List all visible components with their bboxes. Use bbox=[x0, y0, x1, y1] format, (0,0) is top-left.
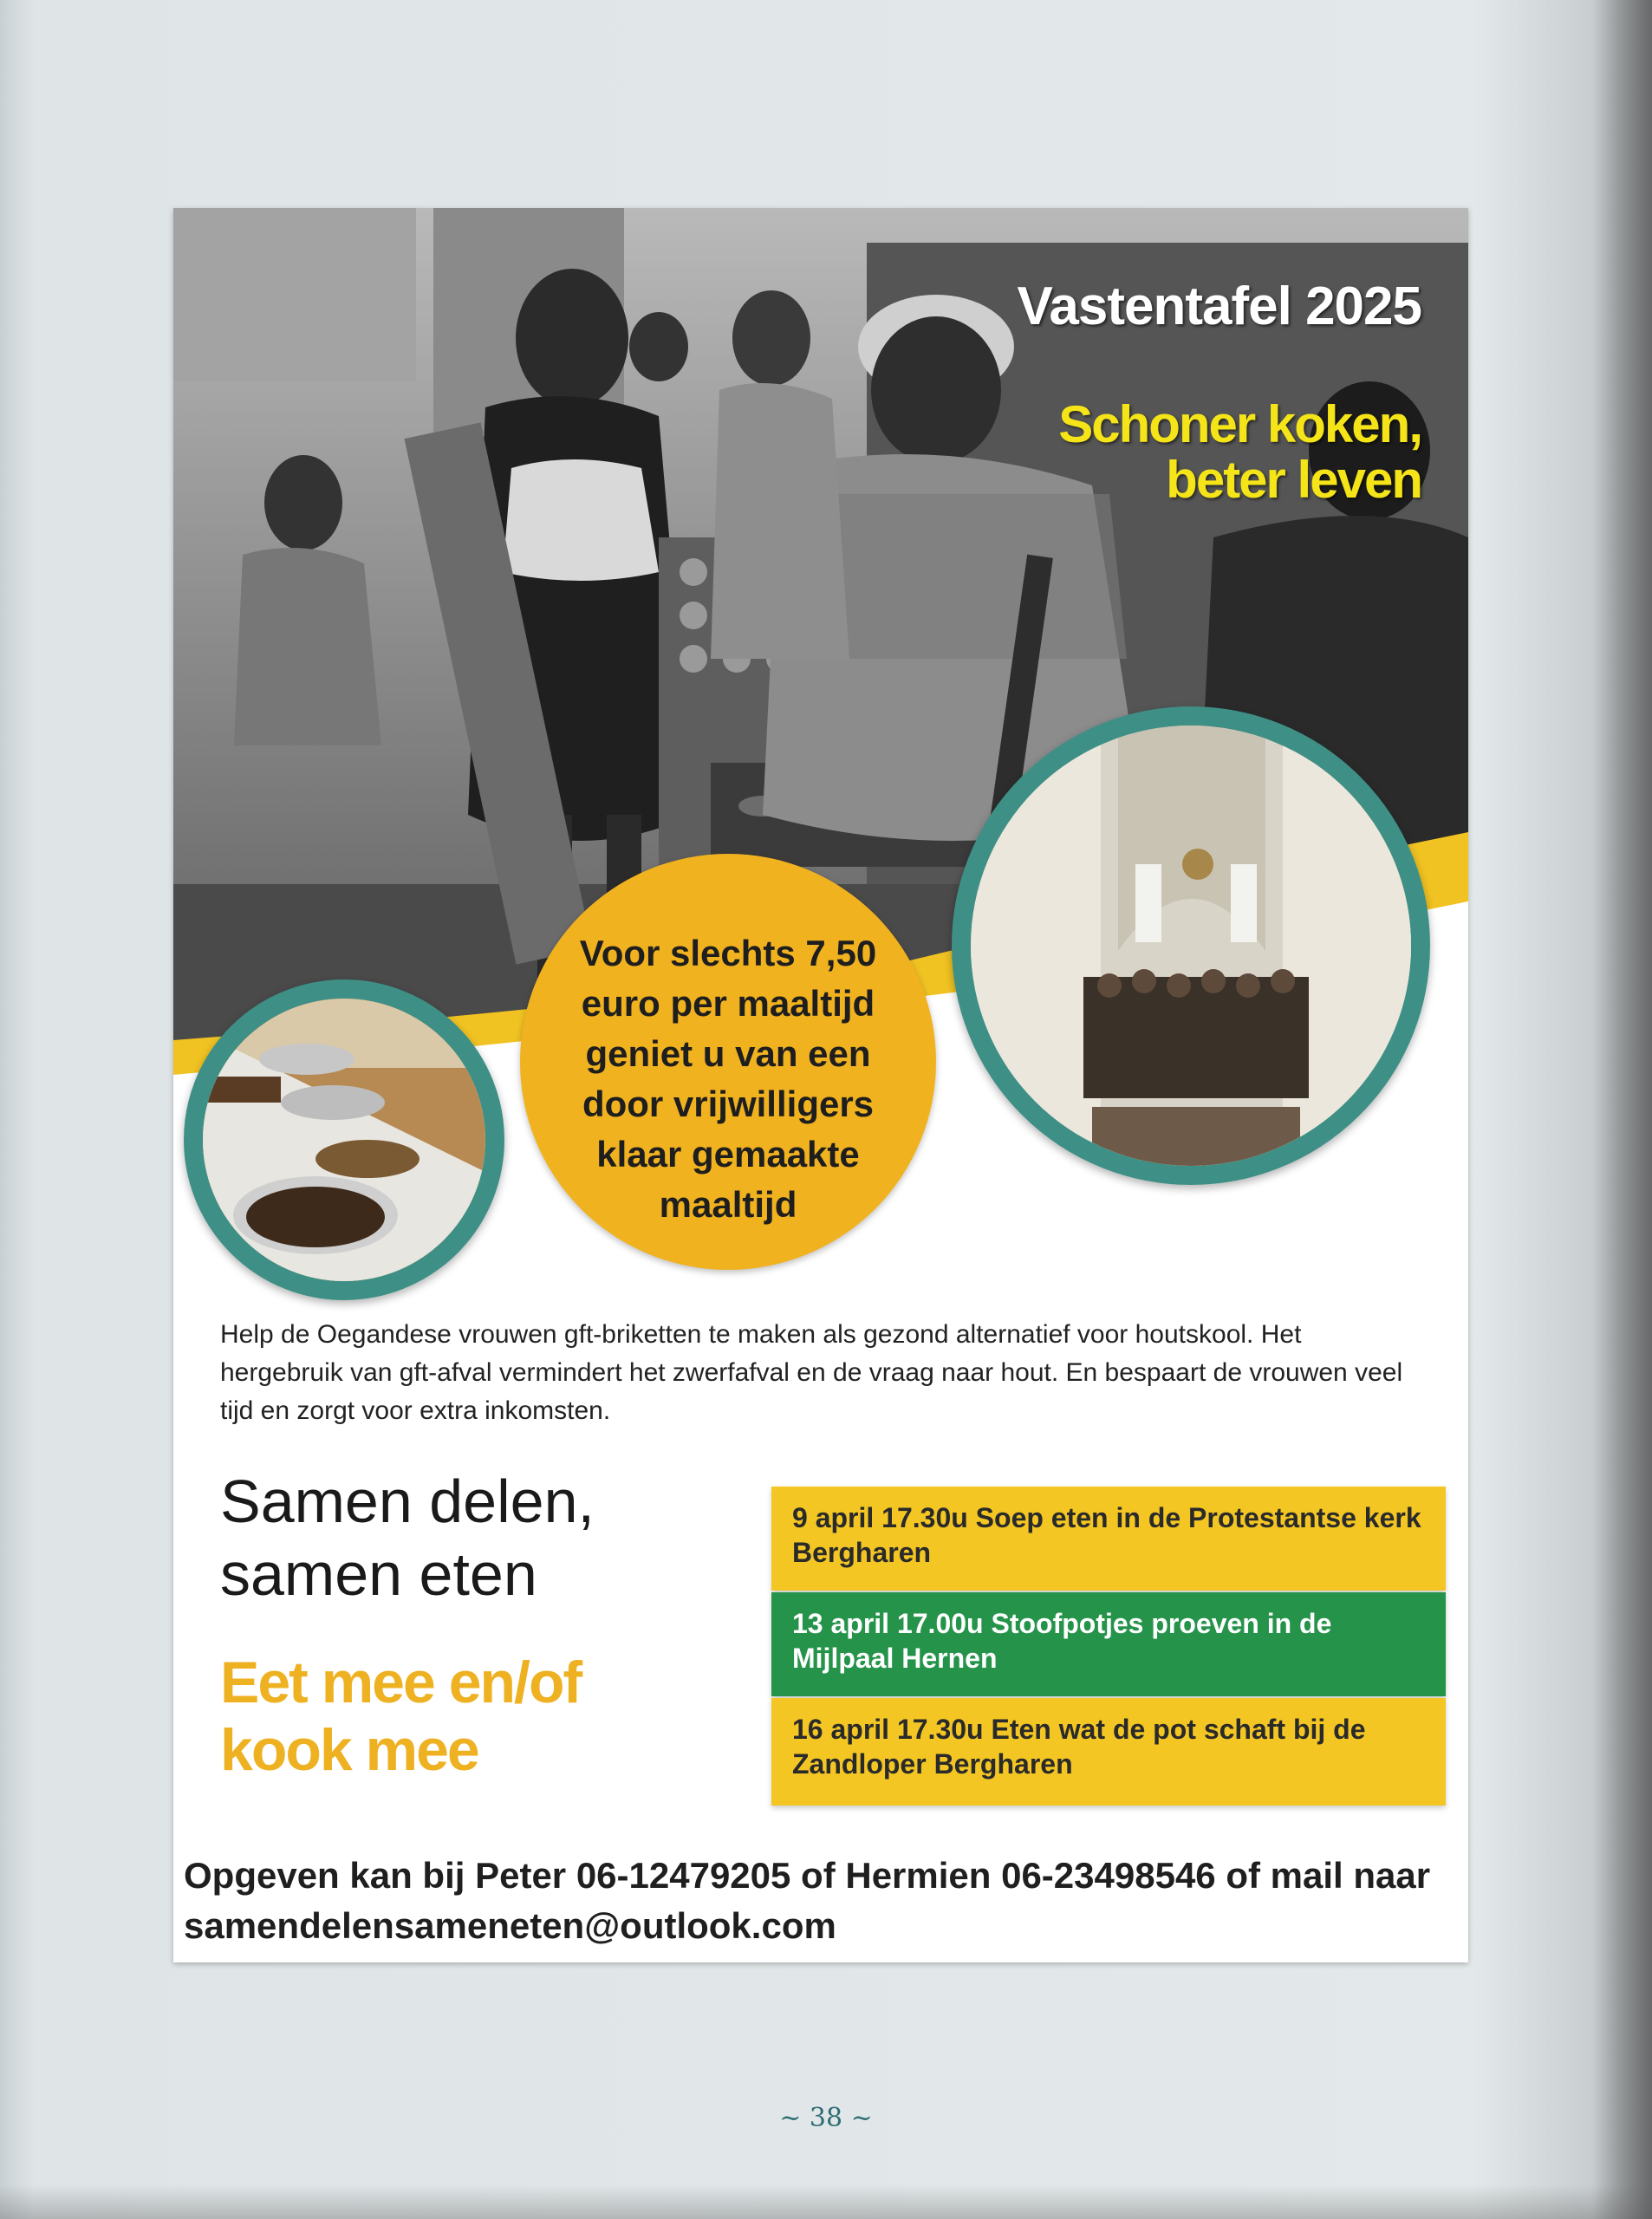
samen-delen-heading bbox=[220, 1465, 595, 1611]
slogan-line-1: Schoner koken, bbox=[1058, 395, 1421, 453]
binding-shadow bbox=[1591, 0, 1652, 2219]
page-edge-shadow bbox=[0, 2184, 1652, 2219]
event-banner: 13 april 17.00u Stoofpotjes proeven in de Mijlpaal Hernen bbox=[771, 1592, 1446, 1696]
slogan bbox=[936, 397, 1421, 508]
samen-line-2: samen eten bbox=[220, 1540, 537, 1608]
event-banner: 16 april 17.30u Eten wat de pot schaft bij de Zandloper Bergharen bbox=[771, 1698, 1446, 1806]
eet-mee-heading bbox=[220, 1649, 581, 1784]
price-circle bbox=[520, 854, 936, 1270]
page-number: ~ 38 ~ bbox=[779, 2103, 873, 2133]
contact-info: Opgeven kan bij Peter 06-12479205 of Hermien 06-23498546 of mail naar samendelensameneten@outlook.com bbox=[184, 1855, 1431, 1946]
eetmee-line-2: kook mee bbox=[220, 1717, 478, 1783]
samen-line-1: Samen delen, bbox=[220, 1467, 595, 1535]
flyer-title: Vastentafel 2025 bbox=[1017, 277, 1421, 336]
event-banner: 9 april 17.30u Soep eten in de Protestantse kerk Bergharen bbox=[771, 1487, 1446, 1591]
food-buffet-photo bbox=[184, 979, 504, 1300]
flyer bbox=[173, 208, 1468, 1962]
slogan-line-2: beter leven bbox=[1166, 451, 1421, 509]
price-text: Voor slechts 7,50 euro per maaltijd geniet u van een door vrijwilligers klaar gemaakte maaltijd bbox=[579, 933, 877, 1225]
church-dinner-photo bbox=[952, 706, 1430, 1185]
eetmee-line-1: Eet mee en/of bbox=[220, 1650, 582, 1715]
intro-paragraph: Help de Oegandese vrouwen gft-briketten te maken als gezond alternatief voor houtskool. Het hergebruik van gft-afval vermindert het zwerfafval en de vraag naar hout. En bespaart de vrouwen veel tijd en zorgt voor extra inkomsten. bbox=[220, 1320, 1403, 1425]
